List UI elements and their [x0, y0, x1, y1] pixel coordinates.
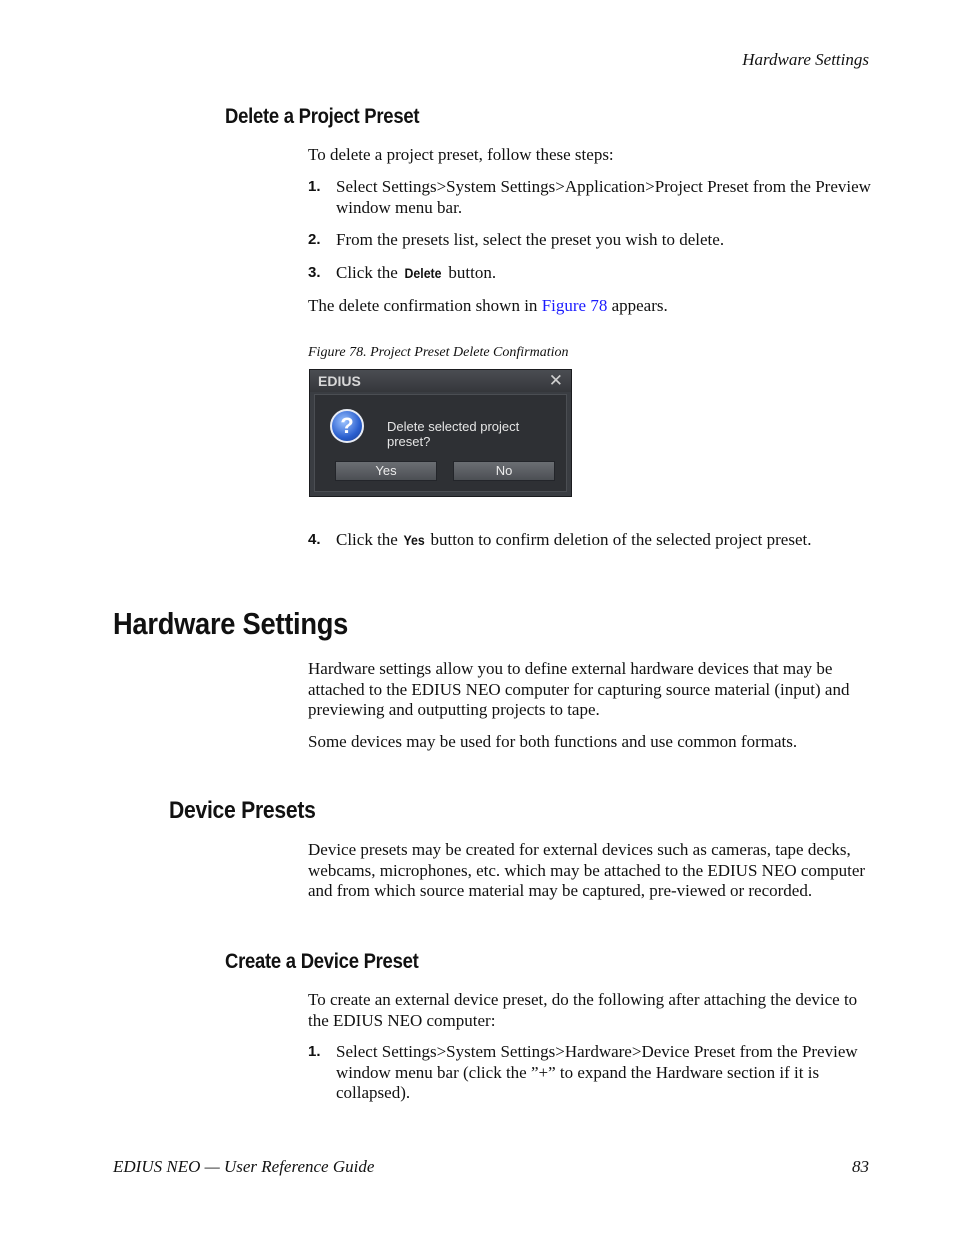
dialog-title: EDIUS	[318, 373, 361, 389]
step-number: 4.	[308, 531, 321, 548]
hardware-paragraph-2: Some devices may be used for both functions and use common formats.	[308, 732, 798, 751]
step-text: Select Settings>System Settings>Application>Project Preset from the Preview window menu bar.	[336, 177, 871, 217]
step-number: 3.	[308, 264, 321, 281]
device-presets-paragraph: Device presets may be created for external devices such as cameras, tape decks, webcams, microphones, etc. which may be attached to the EDIUS NEO computer and from which source material may be captured, pre-viewed or recorded.	[308, 840, 866, 900]
step-item	[308, 1042, 873, 1104]
section-heading-delete-preset: Delete a Project Preset	[225, 105, 420, 128]
step-item	[308, 263, 873, 284]
ui-term-delete: Delete	[404, 265, 442, 281]
hardware-paragraph-1: Hardware settings allow you to define external hardware devices that may be attached to the EDIUS NEO computer for capturing source material (input) and previewing and outputting projects to tape.	[308, 659, 850, 719]
figure-caption: Figure 78. Project Preset Delete Confirmation	[308, 345, 569, 360]
step-number: 1.	[308, 178, 321, 195]
step-item	[308, 230, 873, 251]
step-text: From the presets list, select the preset you wish to delete.	[336, 230, 725, 249]
close-icon[interactable]: ✕	[548, 371, 563, 390]
ui-term-yes: Yes	[403, 532, 425, 548]
step-text-part: Click the	[336, 530, 403, 549]
step-text-part: button to confirm deletion of the selected project preset.	[426, 530, 812, 549]
sentence-part: The delete confirmation shown in	[308, 296, 542, 315]
yes-button[interactable]: Yes	[335, 461, 437, 481]
figure-78-link[interactable]: Figure 78	[541, 296, 608, 315]
step-text	[336, 530, 873, 551]
create-device-intro: To create an external device preset, do the following after attaching the device to the EDIUS NEO computer:	[308, 990, 858, 1030]
footer-guide-title: EDIUS NEO — User Reference Guide	[113, 1157, 375, 1176]
running-header: Hardware Settings	[742, 50, 869, 69]
dialog-body	[314, 394, 567, 492]
step-text: Select Settings>System Settings>Hardware>Device Preset from the Preview window menu bar (click the ”+” to expand the Hardware section if it is collapsed).	[336, 1042, 858, 1102]
step-text-part: Click the	[336, 263, 403, 282]
delete-confirmation-dialog	[309, 369, 572, 497]
step-number: 1.	[308, 1043, 321, 1060]
step-item	[308, 177, 873, 218]
question-icon: ?	[330, 409, 364, 443]
delete-preset-intro: To delete a project preset, follow these steps:	[308, 145, 614, 164]
sentence-part: appears.	[607, 296, 668, 315]
step-text	[336, 263, 873, 284]
dialog-titlebar	[310, 370, 571, 392]
section-heading-device-presets: Device Presets	[169, 797, 316, 824]
step-text-part: button.	[444, 263, 497, 282]
step-item	[308, 530, 873, 551]
page-number: 83	[852, 1157, 869, 1176]
step-number: 2.	[308, 231, 321, 248]
no-button[interactable]: No	[453, 461, 555, 481]
dialog-message: Delete selected project preset?	[387, 419, 520, 449]
section-heading-create-device-preset: Create a Device Preset	[225, 950, 419, 973]
chapter-heading-hardware-settings: Hardware Settings	[113, 606, 349, 641]
confirmation-sentence	[308, 296, 873, 317]
